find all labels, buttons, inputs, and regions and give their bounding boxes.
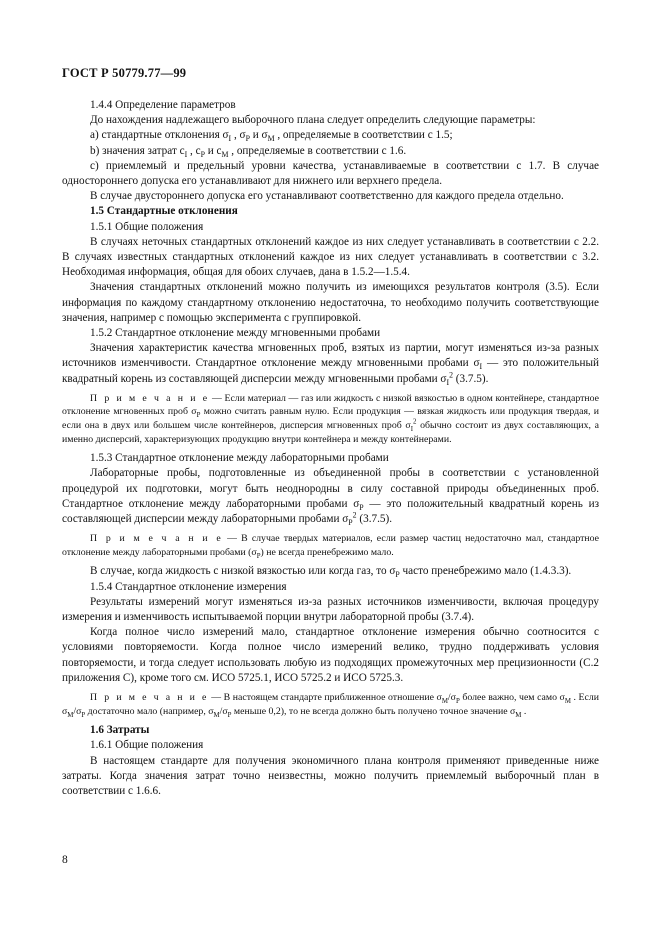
subscript: P bbox=[395, 570, 400, 580]
note-paragraph bbox=[62, 532, 599, 559]
subscript: M bbox=[221, 149, 229, 159]
text-run: достаточно мало (например, σ bbox=[85, 705, 214, 717]
text-run: /σ bbox=[219, 705, 228, 717]
subscript: P bbox=[245, 134, 250, 144]
superscript: 2 bbox=[352, 510, 357, 520]
text-run: можно считать равным нулю. Если продукция — вязкая жидкость или продукция твердая, и если она в двух или большем числе контейнеров, дисперсия мгновенных проб σ bbox=[62, 406, 599, 432]
text-run: . bbox=[521, 705, 527, 717]
body-paragraph bbox=[62, 128, 599, 143]
text-run: меньше 0,2), то не всегда должно быть получено точное значение σ bbox=[231, 705, 516, 717]
text-run: обычно состоит из двух составляющих, а именно дисперсий, характеризующих продукцию внутри контейнера и между контейнерами. bbox=[62, 420, 599, 445]
text-run: , определяемые в соответствии с 1.5; bbox=[274, 129, 453, 142]
text-run: Когда полное число измерений мало, стандартное отклонение измерения обычно соотносится с условиями повторяемости. Когда полное число измерений велико, трудно поддерживать условия повторяемости, и тогда следует использовать любую из подходящих промежуточных мер прецизионности (С.2 приложения С), кроме того см. ИСО 5725.1, ИСО 5725.2 и ИСО 5725.3. bbox=[62, 626, 599, 684]
text-run: ) не всегда пренебрежимо мало. bbox=[260, 546, 394, 558]
text-run: (3.7.5). bbox=[356, 513, 392, 526]
subscript: M bbox=[441, 698, 448, 706]
text-run: — Если материал — газ или жидкость с низкой вязкостью в одном контейнере, стандартное отклонение мгновенных проб σ bbox=[62, 392, 599, 418]
text-run: В случае, когда жидкость с низкой вязкостью или когда газ, то σ bbox=[90, 565, 396, 578]
text-run: более важно, чем само σ bbox=[459, 692, 565, 704]
standard-header: ГОСТ Р 50779.77—99 bbox=[62, 66, 187, 80]
subscript: M bbox=[515, 711, 522, 719]
text-run: 1.6 Затраты bbox=[90, 724, 150, 737]
text-run: /σ bbox=[447, 692, 456, 704]
text-run: Результаты измерений могут изменяться из-за разных источников изменчивости, включая процедуру измерения и изменчивость испытываемой порции внутри лабораторной пробы (3.7.4). bbox=[62, 595, 599, 624]
subscript: P bbox=[81, 711, 86, 719]
text-run: — В случае твердых материалов, если размер частиц недостаточно мал, стандартное отклонение между лабораторными пробами (σ bbox=[62, 533, 600, 558]
text-run: (3.7.5). bbox=[453, 372, 489, 385]
text-run: с) приемлемый и предельный уровни качества, устанавливаемые в соответствии с 1.7. В случае одностороннего допуска его устанавливают для нижнего или верхнего предела. bbox=[62, 159, 599, 188]
note-paragraph bbox=[62, 392, 599, 446]
subscript: P bbox=[196, 412, 201, 420]
text-run: Лабораторные пробы, подготовленные из объединенной пробы в соответствии с установленной процедурой их подготовки, могут быть неоднородны в силу составной природы объединенных проб. Стандартное отклонение между лабораторными пробами σ bbox=[62, 467, 599, 510]
text-run: — это положительный квадратный корень из составляющей дисперсии между лабораторными пробами σ bbox=[62, 497, 600, 526]
note-paragraph bbox=[62, 691, 599, 718]
document-body bbox=[62, 98, 599, 799]
text-run: и c bbox=[204, 144, 222, 157]
subscript: M bbox=[67, 711, 74, 719]
superscript: 2 bbox=[412, 418, 417, 426]
body-paragraph bbox=[62, 466, 599, 527]
body-paragraph bbox=[62, 220, 599, 235]
body-paragraph bbox=[62, 580, 599, 595]
page-number: 8 bbox=[62, 854, 68, 866]
body-paragraph bbox=[62, 113, 599, 128]
body-paragraph bbox=[62, 738, 599, 753]
text-run: часто пренебрежимо мало (1.4.3.3). bbox=[399, 565, 572, 578]
subscript: P bbox=[455, 698, 460, 706]
text-run: , определяемые в соответствии с 1.6. bbox=[228, 144, 407, 157]
body-paragraph bbox=[62, 595, 599, 625]
text-run: а) стандартные отклонения σ bbox=[90, 129, 229, 142]
subscript: I bbox=[479, 362, 483, 372]
text-run: 1.5.2 Стандартное отклонение между мгновенными пробами bbox=[90, 327, 381, 340]
text-run: — это положительный квадратный корень из составляющей дисперсии между мгновенными пробами σ bbox=[62, 357, 599, 385]
subscript: P bbox=[256, 552, 261, 560]
text-run: До нахождения надлежащего выборочного плана следует определить следующие параметры: bbox=[90, 114, 536, 127]
text-run: . Если σ bbox=[62, 692, 600, 717]
text-run: В случае двустороннего допуска его устанавливают соответственно для каждого предела отдельно. bbox=[90, 190, 564, 203]
body-paragraph bbox=[62, 625, 599, 686]
text-run: П р и м е ч а н и е bbox=[90, 392, 210, 404]
text-run: В случаях неточных стандартных отклонений каждое из них следует устанавливать в соответствии с 2.2. В случаях известных стандартных отклонений каждое из них следует устанавливать в соответствии с 3.2. Необходимая информация, общая для обоих случаев, дана в 1.5.2—1.5.4. bbox=[62, 235, 599, 279]
text-run: 1.6.1 Общие положения bbox=[90, 739, 204, 752]
text-run: 1.5.1 Общие положения bbox=[90, 220, 204, 233]
text-run: , σ bbox=[231, 129, 246, 142]
body-paragraph bbox=[62, 189, 599, 204]
text-run: П р и м е ч а н и е bbox=[90, 692, 209, 704]
text-run: Значения характеристик качества мгновенных проб, взятых из партии, могут изменяться из-за разных источников изменчивости. Стандартное отклонение между мгновенными пробами σ bbox=[62, 342, 599, 370]
body-paragraph bbox=[62, 754, 599, 800]
superscript: 2 bbox=[449, 369, 453, 379]
text-run: b) значения затрат c bbox=[90, 144, 185, 157]
subscript: M bbox=[564, 698, 571, 706]
subscript: P bbox=[359, 503, 364, 513]
subscript: P bbox=[200, 149, 205, 159]
body-paragraph bbox=[62, 235, 599, 281]
text-run: П р и м е ч а н и е bbox=[90, 533, 224, 545]
text-run: Значения стандартных отклонений можно получить из имеющихся результатов контроля (3.5). Если информация по каждому стандартному отклонению недостаточна, то необходимо получить соответствующие значения, например с помощью эксперимента с группировкой. bbox=[62, 281, 599, 324]
subscript: I bbox=[446, 377, 450, 387]
body-paragraph bbox=[62, 280, 599, 326]
text-run: — В настоящем стандарте приближенное отношение σ bbox=[208, 692, 442, 704]
subscript: M bbox=[267, 134, 275, 144]
subscript: P bbox=[227, 711, 232, 719]
subscript: I bbox=[184, 149, 188, 159]
text-run: /σ bbox=[73, 705, 82, 717]
text-run: 1.4.4 Определение параметров bbox=[90, 99, 236, 111]
body-paragraph bbox=[62, 326, 599, 341]
subscript: M bbox=[213, 711, 220, 719]
text-run: 1.5.3 Стандартное отклонение между лабораторными пробами bbox=[90, 452, 389, 465]
subscript: P bbox=[348, 518, 353, 528]
section-heading bbox=[62, 723, 599, 738]
text-run: 1.5 Стандартные отклонения bbox=[90, 205, 238, 218]
text-run: , c bbox=[187, 144, 201, 157]
body-paragraph bbox=[62, 98, 599, 113]
subscript: I bbox=[228, 134, 232, 144]
body-paragraph bbox=[62, 564, 599, 579]
body-paragraph bbox=[62, 451, 599, 466]
body-paragraph bbox=[62, 341, 599, 387]
body-paragraph bbox=[62, 159, 599, 189]
section-heading bbox=[62, 204, 599, 219]
body-paragraph bbox=[62, 144, 599, 159]
text-run: и σ bbox=[249, 129, 268, 142]
text-run: В настоящем стандарте для получения экономичного плана контроля применяют приведенные ниже затраты. Когда значения затрат точно неизвестны, можно получить приемлемый выборочный план в соответствии с 1.6.6. bbox=[62, 754, 599, 798]
subscript: I bbox=[410, 426, 413, 433]
text-run: 1.5.4 Стандартное отклонение измерения bbox=[90, 580, 287, 593]
